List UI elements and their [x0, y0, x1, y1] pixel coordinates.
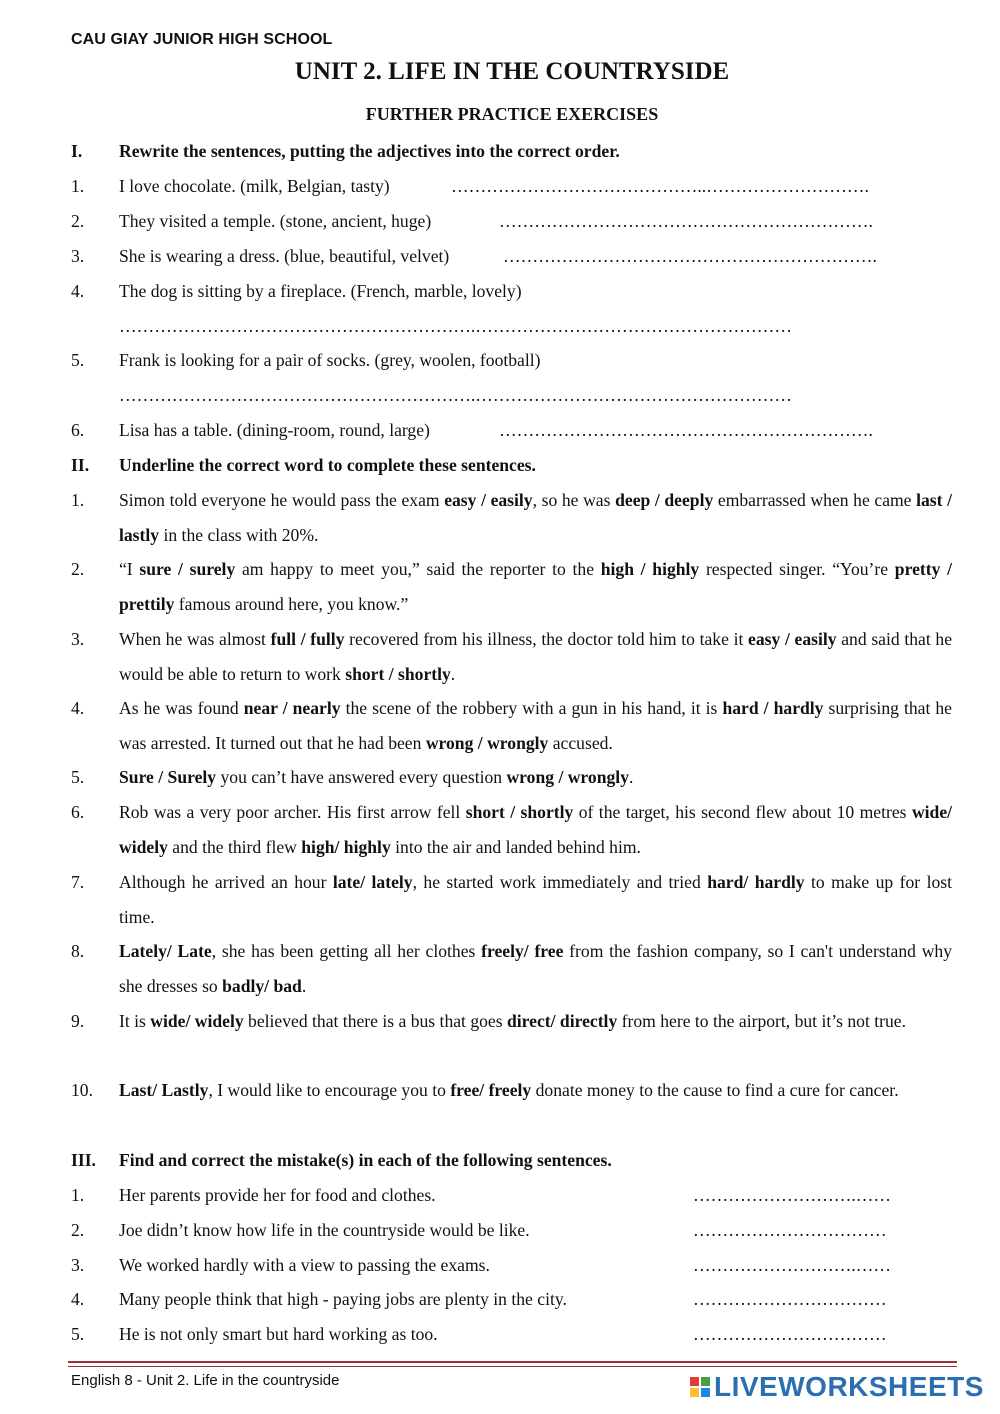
item-text[interactable]: When he was almost full / fully recovered from his illness, the doctor told him to take it easy / easily and said that he would be able to return to work short / shortly. [119, 629, 953, 684]
item-text[interactable]: Although he arrived an hour late/ lately, he started work immediately and tried hard/ hardly to make up for lost time. [119, 872, 952, 927]
liveworksheets-logo[interactable] [690, 1372, 984, 1402]
item-text[interactable]: Lately/ Late, she has been getting all her clothes freely/ free from the fashion company, so I can't understand why she dresses so badly/ bad. [119, 941, 953, 996]
item-number: 2. [71, 211, 85, 231]
section-number: III. [71, 1150, 96, 1170]
item-text: She is wearing a dress. (blue, beautiful, velvet) [119, 246, 450, 266]
item-text[interactable]: It is wide/ widely believed that there is a bus that goes direct/ directly from here to the airport, but it’s not true. [119, 1011, 907, 1031]
item-text: They visited a temple. (stone, ancient, huge) [119, 211, 432, 231]
item-number: 4. [71, 1289, 85, 1309]
logo-square-red [690, 1377, 699, 1386]
item-number: 10. [71, 1080, 93, 1100]
item-number: 3. [71, 246, 85, 266]
item-number: 5. [71, 1324, 85, 1344]
item-number: 4. [71, 698, 85, 718]
item-number: 2. [71, 1220, 85, 1240]
item-text[interactable]: Sure / Surely you can’t have answered every question wrong / wrongly. [119, 767, 634, 787]
item-text: He is not only smart but hard working as too. [119, 1324, 438, 1344]
item-text: Joe didn’t know how life in the countryside would be like. [119, 1220, 530, 1240]
item-text: Frank is looking for a pair of socks. (grey, woolen, football) [119, 350, 541, 370]
item-text[interactable]: Rob was a very poor archer. His first arrow fell short / shortly of the target, his second flew about 10 metres wide/ widely and the third flew high/ highly into the air and landed behind him. [119, 802, 953, 857]
answer-blank[interactable]: …………………………………………………….……………………………………………… [119, 316, 792, 336]
item-number: 3. [71, 1255, 85, 1275]
answer-blank[interactable]: ……………………………………..………………………. [451, 176, 869, 196]
answer-blank[interactable]: ………………………………………………………. [499, 211, 873, 231]
answer-blank[interactable]: …………………………… [693, 1324, 887, 1344]
answer-blank[interactable]: …………………………… [693, 1220, 887, 1240]
item-number: 9. [71, 1011, 85, 1031]
item-text: Her parents provide her for food and clothes. [119, 1185, 436, 1205]
item-text: Lisa has a table. (dining-room, round, large) [119, 420, 430, 440]
logo-wordmark: LIVEWORKSHEETS [714, 1371, 984, 1402]
item-number: 1. [71, 176, 85, 196]
item-number: 2. [71, 559, 85, 579]
answer-blank[interactable]: ………………………………………………………. [499, 420, 873, 440]
exercise-1-item [71, 343, 952, 413]
section-title: Underline the correct word to complete these sentences. [119, 455, 536, 475]
logo-square-yellow [690, 1388, 699, 1397]
section-number: I. [71, 141, 83, 161]
footer-divider-thin [68, 1366, 957, 1367]
item-text[interactable]: “I sure / surely am happy to meet you,” said the reporter to the high / highly respected singer. “You’re pretty / prettily famous around here, you know.” [119, 559, 952, 614]
item-text: I love chocolate. (milk, Belgian, tasty) [119, 176, 390, 196]
item-number: 3. [71, 629, 85, 649]
item-number: 1. [71, 1185, 85, 1205]
item-text: Many people think that high - paying jobs are plenty in the city. [119, 1289, 567, 1309]
answer-blank[interactable]: ………………………………………………………. [503, 246, 877, 266]
exercise-1-item [71, 274, 952, 344]
item-text: We worked hardly with a view to passing the exams. [119, 1255, 490, 1275]
answer-blank[interactable]: …………………………………………………….……………………………………………… [119, 385, 792, 405]
item-text[interactable]: Simon told everyone he would pass the exam easy / easily, so he was deep / deeply embarrassed when he came last / lastly in the class with 20%. [119, 490, 953, 545]
item-number: 8. [71, 941, 85, 961]
item-number: 1. [71, 490, 85, 510]
logo-square-green [701, 1377, 710, 1386]
page-title: UNIT 2. LIFE IN THE COUNTRYSIDE [294, 58, 730, 85]
item-text[interactable]: As he was found near / nearly the scene of the robbery with a gun in his hand, it is hard / hardly surprising that he was arrested. It turned out that he had been wrong / wrongly accused. [119, 698, 952, 753]
item-number: 5. [71, 350, 85, 370]
item-number: 6. [71, 420, 85, 440]
answer-blank[interactable]: ……………………….…… [693, 1255, 891, 1275]
logo-square-blue [701, 1388, 710, 1397]
footer-divider [68, 1361, 957, 1363]
logo-grid-icon [690, 1377, 710, 1397]
school-name: CAU GIAY JUNIOR HIGH SCHOOL [71, 31, 333, 48]
item-number: 7. [71, 872, 85, 892]
item-number: 5. [71, 767, 85, 787]
item-number: 4. [71, 281, 85, 301]
section-number: II. [71, 455, 90, 475]
answer-blank[interactable]: ……………………….…… [693, 1185, 891, 1205]
answer-blank[interactable]: …………………………… [693, 1289, 887, 1309]
page-subtitle: FURTHER PRACTICE EXERCISES [365, 104, 659, 124]
item-text: The dog is sitting by a fireplace. (French, marble, lovely) [119, 281, 522, 301]
item-number: 6. [71, 802, 85, 822]
footer-text: English 8 - Unit 2. Life in the countryside [71, 1372, 340, 1389]
section-title: Find and correct the mistake(s) in each of the following sentences. [119, 1150, 612, 1170]
item-text[interactable]: Last/ Lastly, I would like to encourage you to free/ freely donate money to the cause to find a cure for cancer. [119, 1080, 899, 1100]
section-title: Rewrite the sentences, putting the adjectives into the correct order. [119, 141, 620, 161]
